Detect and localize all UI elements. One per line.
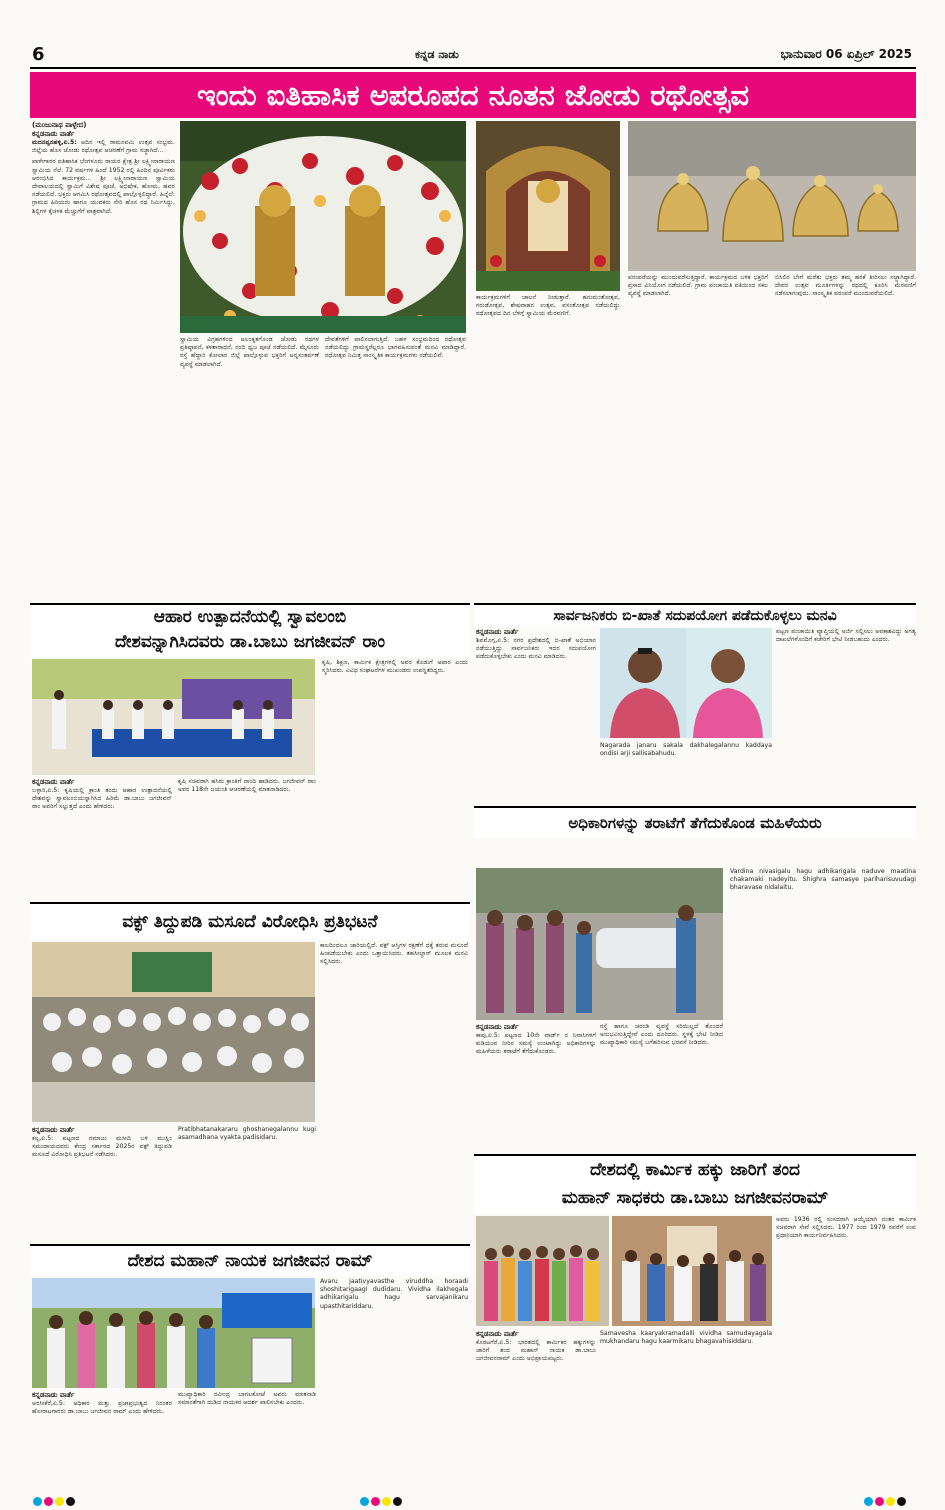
story4-headline: ಅಧಿಕಾರಿಗಳನ್ನು ತರಾಟೆಗೆ ತೆಗೆದುಕೊಂಡ ಮಹಿಳೆಯರು	[474, 806, 916, 838]
story1-lead: ಆದಿನ ಇಲ್ಲಿ ರಾಮನವಮಿ ಉತ್ಸವ ಸಂಭ್ರಮ. ಜಿಲ್ಲೆಯ ಹೊಸ ಜೋಡು ರಥೋತ್ಸವ ಆಚರಣೆಗೆ ಗ್ರಾಮ ಸಜ್ಜಾಗಿದೆ...	[32, 139, 175, 155]
story5-column3: Pratibhatanakararu ghoshanegalannu kugi asamadhana vyakta padisidaru.	[178, 1126, 316, 1142]
story3-column3: Nagarada janaru sakala dakhalegalannu kaddaya ondisi arji sallisabahudu.	[600, 742, 772, 758]
photo-women-protest	[476, 868, 723, 1020]
story1-dateline: ಮದನಪ್ಪನಹಳ್ಳಿ,ಏ.5:	[32, 139, 77, 146]
story1-column3: ದೇವತೆಗಳಿಗೆ ಪಾಲಿಸಲಾಗುತ್ತಿದೆ. ಬಹಳ ಸಂಭ್ರಮದಿಂದ ರಥೋತ್ಸವ ನಡೆಯಲಿದ್ದು ಗ್ರಾಮಸ್ಥರೆಲ್ಲರೂ ಭಾಗವಹಿಸುವಂತೆ ಮನವಿ ಮಾಡಿದ್ದಾರೆ. ರಥೋತ್ಸವ ನಿಮಿತ್ತ ಸಾಂಸ್ಕೃತಿಕ ಕಾರ್ಯಕ್ರಮಗಳು ನಡೆಯಲಿವೆ.	[325, 336, 466, 360]
story1-column4: ಕಾರ್ಯಕ್ರಮಗಳಿಗೆ ಚಾಲನೆ ನೀಡುತ್ತಾರೆ. ಹನುಮಂತೋತ್ಸವ, ಗರುಡೋತ್ಸವ, ಶೇಷವಾಹನ ಉತ್ಸವ, ವಸಂತೋತ್ಸವ ನಡೆಯಲಿದ್ದು ರಥೋತ್ಸವದ ದಿನ ಬೆಳಿಗ್ಗೆ ಸ್ವಾಮಿಯ ಮೆರವಣಿಗೆ.	[476, 294, 620, 318]
story6-column3: ಅವರು 1936 ರಲ್ಲಿ ಸಂಸದರಾಗಿ ಆಯ್ಕೆಯಾಗಿ ನಂತರ ಕಾರ್ಮಿಕ ಸಚಿವರಾಗಿ ಸೇವೆ ಸಲ್ಲಿಸಿದರು. 1977 ರಿಂದ 1979 ರವರೆಗೆ ಉಪ ಪ್ರಧಾನಿಯಾಗಿ ಕಾರ್ಯನಿರ್ವಹಿಸಿದರು.	[776, 1216, 916, 1240]
page-number: 6	[32, 44, 45, 65]
masthead	[30, 44, 916, 66]
story7-column1	[32, 1391, 172, 1491]
photo-officials-office	[612, 1216, 772, 1326]
story1-column5: ಪರಂಪರೆಯನ್ನು ಮುಂದುವರೆಸುತ್ತಿದ್ದಾರೆ. ಕಾರ್ಯಕ್ರಮದ ಬಳಿಕ ಭಕ್ತರಿಗೆ ಪ್ರಸಾದ ವಿನಿಯೋಗ ನಡೆಯಲಿದೆ. ಗ್ರಾಮ ಪಂಚಾಯಿತಿ ವತಿಯಿಂದ ಸಕಲ ವ್ಯವಸ್ಥೆ ಮಾಡಲಾಗಿದೆ.	[628, 274, 768, 298]
story7-headline: ದೇಶದ ಮಹಾನ್ ನಾಯಕ ಜಗಜೀವನ ರಾಮ್	[30, 1244, 470, 1276]
story2-headline-line2: ದೇಶವನ್ನಾಗಿಸಿದವರು ಡಾ.ಬಾಬು ಜಗಜೀವನ್ ರಾಂ	[114, 632, 386, 652]
story5-body: ಕಲ್ಪ,ಏ.5: ಪಟ್ಟಣದ ನಮಾಜು ಮಸೀದಿ ಬಳಿ ಮುಸ್ಲಿಂ ಸಮುದಾಯದವರು ಕೇಂದ್ರ ಸರ್ಕಾರದ 2025ರ ವಕ್ಫ್ ತಿದ್ದುಪಡಿ ಮಸೂದೆ ವಿರೋಧಿಸಿ ಪ್ರತಿಭಟನೆ ನಡೆಸಿದರು.	[32, 1135, 172, 1159]
registration-dots-right	[864, 1491, 908, 1510]
paper-name: ಕನ್ನಡ ನಾಡು	[415, 48, 459, 61]
story3-column2: ಪಟ್ಟಣ ಪಂಚಾಯಿತಿ ವ್ಯಾಪ್ತಿಯಲ್ಲಿ ಅರ್ಜಿ ಸಲ್ಲಿಸಲು ಅವಕಾಶವಿದ್ದು ಅಗತ್ಯ ದಾಖಲೆಗಳೊಂದಿಗೆ ಕಚೇರಿಗೆ ಭೇಟಿ ನೀಡಬಹುದು ಎಂದರು.	[776, 628, 916, 644]
story2-byline: ಕನ್ನಡನಾಡು ವಾರ್ತೆ	[32, 778, 75, 786]
story3-byline: ಕನ್ನಡನಾಡು ವಾರ್ತೆ	[476, 628, 519, 636]
photo-jayanti-stage	[32, 659, 315, 775]
story1-column2: ಸ್ವಾಮಿಯ ವಿಗ್ರಹಗಳಿಂದ ಅಲಂಕೃತಗೊಂಡ ಜೋಡು ರಥಗಳ ಪ್ರತಿಷ್ಠಾಪನೆ, ಕಳಶಾರಾಧನೆ, ನಂದಿ ಧ್ವಜ ಪೂಜೆ ನಡೆಯಲಿದೆ. ಮೈಸೂರು ರಸ್ತೆ ಹೆದ್ದಾರಿ ಕೋಲಾರ ಜಿಲ್ಲೆ ಪಾಲ್ಗೊಳ್ಳುವ ಭಕ್ತರಿಗೆ ಅನ್ನಸಂತರ್ಪಣೆ ವ್ಯವಸ್ಥೆ ಮಾಡಲಾಗಿದೆ.	[180, 336, 319, 368]
story1-column1	[32, 121, 175, 601]
story2-headline	[30, 603, 470, 657]
photo-shrine	[476, 121, 620, 291]
story6-headline	[474, 1154, 916, 1214]
story6-byline: ಕನ್ನಡನಾಡು ವಾರ್ತೆ	[476, 1330, 519, 1338]
photo-deities-floral	[180, 121, 466, 333]
story5-column1	[32, 1126, 172, 1238]
registration-dots-left	[33, 1491, 77, 1510]
story2-headline-line1: ಆಹಾರ ಉತ್ಪಾದನೆಯಲ್ಲಿ ಸ್ವಾವಲಂಬಿ	[153, 607, 347, 627]
story2-column2: ಕೃಷಿ ಸಚಿವರಾಗಿ ಹಸಿರು ಕ್ರಾಂತಿಗೆ ನಾಂದಿ ಹಾಡಿದರು. ಜಗಜೀವನ್ ರಾಂ ಅವರ 118ನೇ ಜಯಂತಿ ಆಚರಣೆಯಲ್ಲಿ ಮಾತನಾಡಿದರು.	[178, 778, 316, 794]
story6-headline-line2: ಮಹಾನ್ ಸಾಧಕರು ಡಾ.ಬಾಬು ಜಗಜೀವನರಾಮ್	[561, 1188, 829, 1208]
story5-column2: ಕಾಲದಿಂದಲೂ ಜಾರಿಯಲ್ಲಿದೆ. ವಕ್ಫ್ ಆಸ್ತಿಗಳ ರಕ್ಷಣೆಗೆ ಧಕ್ಕೆ ತರುವ ಮಸೂದೆ ಹಿಂಪಡೆಯಬೇಕು ಎಂದು ಒತ್ತಾಯಿಸಿದರು. ತಹಸೀಲ್ದಾರ್ ಮೂಲಕ ಮನವಿ ಸಲ್ಲಿಸಿದರು.	[320, 942, 468, 966]
story1-body: ಪಾಳೇಗಾರರ ಐತಿಹಾಸಿಕ ಬೆಂಗಳೂರು ರಾಯರ ಕ್ಷೇತ್ರ ಶ್ರೀ ಲಕ್ಷ್ಮೀನಾರಾಯಣ ಸ್ವಾಮಿಯ ನೆಲೆ. 72 ವರ್ಷಗಳ ಹಿಂದೆ 1952 ರಲ್ಲಿ ಹಿಂದಿನ ಪೂರ್ವಿಕರು ಆರಂಭಿಸಿದ ಕಾರ್ಯಕ್ರಮ... ಶ್ರೀ ಲಕ್ಷ್ಮೀನಾರಾಯಣ ಸ್ವಾಮಿಯ ದೇವಾಲಯದಲ್ಲಿ ಸ್ವಾಮಿಗೆ ವಿಶೇಷ ಪೂಜೆ, ಅಭಿಷೇಕ, ಹೋಮ, ಹವನ ನಡೆಯಲಿದೆ. ಭಕ್ತರು ಆಗಮಿಸಿ ರಥೋತ್ಸವದಲ್ಲಿ ಪಾಲ್ಗೊಳ್ಳಲಿದ್ದಾರೆ. ಹಿನ್ನೆಲೆ: ಗ್ರಾಮದ ಹಿರಿಯರು ಹಾಗೂ ಯುವಕರು ಸೇರಿ ಹೊಸ ರಥ ನಿರ್ಮಿಸಿದ್ದು, ಶಿಲ್ಪಿಗಳ ಕೈಚಳಕ ಮೆಚ್ಚುಗೆಗೆ ಪಾತ್ರವಾಗಿದೆ.	[32, 158, 175, 215]
story2-column1	[32, 778, 172, 898]
story7-column3: Avaru jaativyavasthe viruddha horaadi shoshitarigaagi dudidaru. Vividha ilakhegala adhikarigalu hagu sarvajanikaru upasthitariddaru.	[320, 1278, 468, 1310]
story3-headline: ಸಾರ್ವಜನಿಕರು ಬಿ-ಖಾತೆ ಸದುಪಯೋಗ ಪಡೆದುಕೊಳ್ಳಲು ಮನವಿ	[474, 603, 916, 627]
registration-dots-center	[360, 1491, 404, 1510]
story4-column2: ರಸ್ತೆ ಹಾಗೂ ಚರಂಡಿ ವ್ಯವಸ್ಥೆ ಸರಿಯಿಲ್ಲದೆ ತೊಂದರೆ ಅನುಭವಿಸುತ್ತಿದ್ದೇವೆ ಎಂದು ದೂರಿದರು. ಸ್ಥಳಕ್ಕೆ ಭೇಟಿ ನೀಡಿದ ಮುಖ್ಯಾಧಿಕಾರಿ ಸಮಸ್ಯೆ ಬಗೆಹರಿಸುವ ಭರವಸೆ ನೀಡಿದರು.	[600, 1023, 723, 1047]
issue-date: ಭಾನುವಾರ 06 ಏಪ್ರಿಲ್ 2025	[780, 47, 912, 61]
story6-body: ಕೊರಟಗೆರೆ,ಏ.5: ಭಾರತದಲ್ಲಿ ಕಾರ್ಮಿಕರ ಹಕ್ಕುಗಳನ್ನು ಜಾರಿಗೆ ತಂದ ಮಹಾನ್ ನಾಯಕ ಡಾ.ಬಾಬು ಜಗಜೀವನರಾಮ್ ಎಂದು ಅಭಿಪ್ರಾಯಪಟ್ಟರು.	[476, 1339, 596, 1363]
story4-column1	[476, 1023, 596, 1151]
banner	[30, 72, 916, 118]
story1-column6: ಬಿಸಿಲಿನ ಬೇಗೆ ಮರೆತು ಭಕ್ತರು ತಮ್ಮ ಹರಕೆ ತೀರಿಸಲು ಸಜ್ಜಾಗಿದ್ದಾರೆ. ದೇವರ ಉತ್ಸವ ಮೂರ್ತಿಗಳನ್ನು ರಥದಲ್ಲಿ ಕೂರಿಸಿ ಮೆರವಣಿಗೆ ನಡೆಸಲಾಗುವುದು. ಸಾಂಸ್ಕೃತಿಕ ಪರಂಪರೆ ಮುಂದುವರೆಯಲಿದೆ.	[775, 274, 916, 298]
story7-body: ಅರಸೀಕೆರೆ,ಏ.5: ಅಧಿಕಾರ ಮತ್ತು ಪ್ರಜಾಪ್ರಭುತ್ವದ ನಿರಂತರ ಹೋರಾಟಗಾರರು ಡಾ.ಬಾಬು ಜಗಜೀವನ ರಾಮ್ ಎಂದು ಹೇಳಿದರು.	[32, 1400, 172, 1416]
photo-tribute-portrait	[32, 1278, 315, 1388]
banner-headline: ಇಂದು ಐತಿಹಾಸಿಕ ಅಪರೂಪದ ನೂತನ ಜೋಡು ರಥೋತ್ಸವ	[196, 78, 750, 112]
photo-two-women	[600, 628, 772, 738]
story1-byline: ಕನ್ನಡನಾಡು ವಾರ್ತೆ	[32, 130, 75, 138]
story4-body: ಕಾಪು,ಏ.5: ಪಟ್ಟಣದ 10ನೇ ವಾರ್ಡ್ ನ ನಿವಾಸಿಗಳಿಗೆ ಕುಡಿಯುವ ನೀರಿನ ಸಮಸ್ಯೆ ಉಂಟಾಗಿದ್ದು ಅಧಿಕಾರಿಗಳನ್ನು ಮಹಿಳೆಯರು ತರಾಟೆಗೆ ತೆಗೆದುಕೊಂಡರು.	[476, 1032, 596, 1056]
story5-byline: ಕನ್ನಡನಾಡು ವಾರ್ತೆ	[32, 1126, 75, 1134]
story2-column3: ಕೃಷಿ, ಶಿಕ್ಷಣ, ಕಾರ್ಮಿಕ ಕ್ಷೇತ್ರಗಳಲ್ಲಿ ಅವರ ಕೊಡುಗೆ ಅಪಾರ ಎಂದು ಸ್ಮರಿಸಿದರು. ವಿವಿಧ ಸಂಘಟನೆಗಳ ಮುಖಂಡರು ಉಪಸ್ಥಿತರಿದ್ದರು.	[322, 659, 468, 675]
story1-tag: (ಮಂಜುನಾಥ ಪಾಳ್ಳೇದ)	[32, 121, 87, 129]
story4-byline: ಕನ್ನಡನಾಡು ವಾರ್ತೆ	[476, 1023, 519, 1031]
story7-byline: ಕನ್ನಡನಾಡು ವಾರ್ತೆ	[32, 1391, 75, 1399]
photo-protest-crowd	[32, 942, 315, 1122]
story6-headline-line1: ದೇಶದಲ್ಲಿ ಕಾರ್ಮಿಕ ಹಕ್ಕು ಜಾರಿಗೆ ತಂದ	[590, 1160, 800, 1180]
story4-column3: Vardina nivasigalu hagu adhikarigala naduve maatina chakamaki nadeyitu. Shighra samasye pariharisuvudagi bharavase nidalaitu.	[730, 868, 916, 892]
photo-kalashas	[628, 121, 916, 271]
story3-body: ಶಿವಮೊಗ್ಗ,ಏ.5: ನಗರ ಪ್ರದೇಶದಲ್ಲಿ ಬಿ-ಖಾತೆ ಅಭಿಯಾನ ನಡೆಯುತ್ತಿದ್ದು ಸಾರ್ವಜನಿಕರು ಇದರ ಸದುಪಯೋಗ ಪಡೆದುಕೊಳ್ಳಬೇಕು ಎಂದು ಮನವಿ ಮಾಡಿದರು.	[476, 637, 596, 661]
story7-column2: ಮುಖ್ಯಾಧಿಕಾರಿ ರವೀಂದ್ರ ಬಾಗಲಕೋಟೆ ಅವರು ಮಾತನಾಡಿ ಸಮಾನತೆಗಾಗಿ ದುಡಿದ ನಾಯಕರ ಆದರ್ಶ ಪಾಲಿಸಬೇಕು ಎಂದರು.	[178, 1391, 316, 1407]
story5-headline: ವಕ್ಫ್ ತಿದ್ದುಪಡಿ ಮಸೂದೆ ವಿರೋಧಿಸಿ ಪ್ರತಿಭಟನೆ	[30, 902, 470, 940]
story6-column1	[476, 1330, 596, 1490]
story2-body: ಬಳ್ಳಾರಿ,ಏ.5: ಕೃಷಿಯಲ್ಲಿ ಕ್ರಾಂತಿ ತಂದು ಆಹಾರ ಉತ್ಪಾದನೆಯಲ್ಲಿ ದೇಶವನ್ನು ಸ್ವಾವಲಂಬಿಯನ್ನಾಗಿಸಿದ ಹಿರಿಮೆ ಡಾ.ಬಾಬು ಜಗಜೀವನ್ ರಾಂ ಅವರಿಗೆ ಸಲ್ಲುತ್ತದೆ ಎಂದು ಹೇಳಿದರು.	[32, 787, 172, 811]
story3-column1	[476, 628, 596, 802]
masthead-rule	[30, 67, 916, 69]
story6-column2: Samavesha kaaryakramadalli vividha samudayagala mukhandaru hagu kaarmikaru bhagavahisiddaru.	[600, 1330, 772, 1346]
photo-group-women	[476, 1216, 609, 1326]
